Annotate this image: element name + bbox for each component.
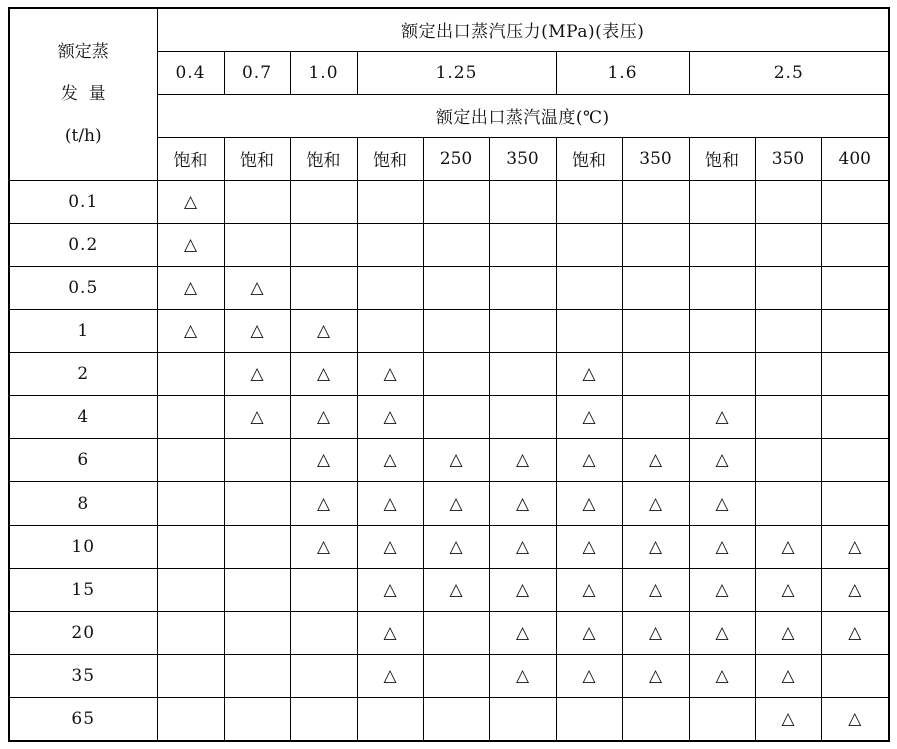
triangle-mark-icon: △ [357, 482, 423, 525]
capacity-cell: 0.2 [9, 223, 157, 266]
empty-cell [755, 309, 821, 352]
empty-cell [423, 698, 489, 741]
empty-cell [224, 439, 290, 482]
temperature-cell: 400 [821, 137, 889, 180]
empty-cell [556, 266, 622, 309]
table-row [9, 655, 889, 698]
empty-cell [224, 482, 290, 525]
capacity-cell: 2 [9, 353, 157, 396]
temperature-cell: 350 [622, 137, 689, 180]
empty-cell [423, 611, 489, 654]
pressure-cell: 0.4 [157, 51, 224, 94]
empty-cell [224, 655, 290, 698]
triangle-mark-icon: △ [423, 568, 489, 611]
triangle-mark-icon: △ [689, 655, 755, 698]
empty-cell [755, 223, 821, 266]
empty-cell [689, 180, 755, 223]
table-header [9, 8, 889, 180]
empty-cell [489, 698, 556, 741]
triangle-mark-icon: △ [622, 482, 689, 525]
triangle-mark-icon: △ [224, 396, 290, 439]
empty-cell [821, 439, 889, 482]
table-body [9, 180, 889, 741]
capacity-cell: 35 [9, 655, 157, 698]
empty-cell [423, 266, 489, 309]
empty-cell [423, 223, 489, 266]
table-row [9, 309, 889, 352]
empty-cell [489, 180, 556, 223]
table-row [9, 180, 889, 223]
empty-cell [622, 180, 689, 223]
empty-cell [556, 698, 622, 741]
empty-cell [224, 525, 290, 568]
triangle-mark-icon: △ [489, 655, 556, 698]
empty-cell [622, 266, 689, 309]
empty-cell [157, 396, 224, 439]
empty-cell [423, 309, 489, 352]
empty-cell [357, 309, 423, 352]
temperature-cell: 饱和 [157, 137, 224, 180]
triangle-mark-icon: △ [157, 266, 224, 309]
empty-cell [689, 223, 755, 266]
triangle-mark-icon: △ [489, 568, 556, 611]
table-row [9, 353, 889, 396]
capacity-cell: 8 [9, 482, 157, 525]
empty-cell [224, 568, 290, 611]
empty-cell [821, 309, 889, 352]
table-row [9, 439, 889, 482]
triangle-mark-icon: △ [357, 568, 423, 611]
pressure-header: 额定出口蒸汽压力(MPa)(表压) [157, 8, 889, 51]
temperature-cell: 饱和 [357, 137, 423, 180]
empty-cell [821, 180, 889, 223]
empty-cell [157, 568, 224, 611]
temperature-cell: 饱和 [290, 137, 357, 180]
temperature-cell: 350 [755, 137, 821, 180]
pressure-cell: 2.5 [689, 51, 889, 94]
empty-cell [290, 698, 357, 741]
temperature-cell: 饱和 [556, 137, 622, 180]
empty-cell [290, 655, 357, 698]
triangle-mark-icon: △ [290, 482, 357, 525]
empty-cell [689, 266, 755, 309]
triangle-mark-icon: △ [556, 568, 622, 611]
empty-cell [755, 482, 821, 525]
triangle-mark-icon: △ [489, 525, 556, 568]
triangle-mark-icon: △ [622, 568, 689, 611]
empty-cell [423, 396, 489, 439]
triangle-mark-icon: △ [357, 655, 423, 698]
empty-cell [622, 353, 689, 396]
empty-cell [224, 698, 290, 741]
empty-cell [689, 309, 755, 352]
table-row [9, 482, 889, 525]
capacity-header [9, 8, 157, 180]
empty-cell [157, 353, 224, 396]
capacity-cell: 0.5 [9, 266, 157, 309]
triangle-mark-icon: △ [224, 353, 290, 396]
capacity-cell: 0.1 [9, 180, 157, 223]
triangle-mark-icon: △ [556, 353, 622, 396]
triangle-mark-icon: △ [357, 353, 423, 396]
triangle-mark-icon: △ [357, 396, 423, 439]
pressure-cell: 0.7 [224, 51, 290, 94]
triangle-mark-icon: △ [821, 698, 889, 741]
triangle-mark-icon: △ [689, 439, 755, 482]
triangle-mark-icon: △ [290, 353, 357, 396]
triangle-mark-icon: △ [290, 525, 357, 568]
empty-cell [821, 266, 889, 309]
triangle-mark-icon: △ [290, 396, 357, 439]
empty-cell [157, 655, 224, 698]
capacity-cell: 20 [9, 611, 157, 654]
boiler-parameter-table [8, 7, 890, 742]
triangle-mark-icon: △ [755, 568, 821, 611]
triangle-mark-icon: △ [622, 611, 689, 654]
empty-cell [489, 266, 556, 309]
triangle-mark-icon: △ [755, 655, 821, 698]
triangle-mark-icon: △ [622, 655, 689, 698]
table-row [9, 525, 889, 568]
triangle-mark-icon: △ [622, 525, 689, 568]
triangle-mark-icon: △ [290, 439, 357, 482]
triangle-mark-icon: △ [157, 180, 224, 223]
triangle-mark-icon: △ [489, 611, 556, 654]
empty-cell [357, 266, 423, 309]
capacity-cell: 6 [9, 439, 157, 482]
triangle-mark-icon: △ [423, 525, 489, 568]
triangle-mark-icon: △ [622, 439, 689, 482]
empty-cell [622, 223, 689, 266]
empty-cell [556, 223, 622, 266]
triangle-mark-icon: △ [821, 525, 889, 568]
pressure-cell: 1.25 [357, 51, 556, 94]
empty-cell [489, 223, 556, 266]
empty-cell [157, 525, 224, 568]
empty-cell [290, 223, 357, 266]
triangle-mark-icon: △ [556, 525, 622, 568]
empty-cell [755, 180, 821, 223]
temperature-cell: 250 [423, 137, 489, 180]
empty-cell [755, 353, 821, 396]
empty-cell [489, 396, 556, 439]
triangle-mark-icon: △ [489, 439, 556, 482]
table-row [9, 223, 889, 266]
triangle-mark-icon: △ [755, 611, 821, 654]
empty-cell [821, 655, 889, 698]
empty-cell [157, 482, 224, 525]
empty-cell [423, 353, 489, 396]
empty-cell [157, 439, 224, 482]
triangle-mark-icon: △ [689, 482, 755, 525]
triangle-mark-icon: △ [755, 698, 821, 741]
empty-cell [622, 309, 689, 352]
triangle-mark-icon: △ [357, 525, 423, 568]
triangle-mark-icon: △ [755, 525, 821, 568]
triangle-mark-icon: △ [689, 611, 755, 654]
table-row [9, 568, 889, 611]
empty-cell [290, 266, 357, 309]
triangle-mark-icon: △ [821, 568, 889, 611]
triangle-mark-icon: △ [556, 611, 622, 654]
temperature-header: 额定出口蒸汽温度(℃) [157, 94, 889, 137]
triangle-mark-icon: △ [489, 482, 556, 525]
empty-cell [755, 439, 821, 482]
temperature-cell: 饱和 [224, 137, 290, 180]
triangle-mark-icon: △ [821, 611, 889, 654]
empty-cell [755, 266, 821, 309]
capacity-header-line2: 发 量 [60, 84, 106, 105]
empty-cell [423, 180, 489, 223]
empty-cell [556, 309, 622, 352]
table-row [9, 396, 889, 439]
empty-cell [423, 655, 489, 698]
triangle-mark-icon: △ [157, 309, 224, 352]
pressure-cell: 1.6 [556, 51, 689, 94]
empty-cell [357, 698, 423, 741]
triangle-mark-icon: △ [689, 396, 755, 439]
empty-cell [821, 482, 889, 525]
empty-cell [224, 180, 290, 223]
triangle-mark-icon: △ [157, 223, 224, 266]
empty-cell [556, 180, 622, 223]
triangle-mark-icon: △ [357, 439, 423, 482]
capacity-cell: 1 [9, 309, 157, 352]
capacity-cell: 15 [9, 568, 157, 611]
capacity-cell: 10 [9, 525, 157, 568]
empty-cell [821, 353, 889, 396]
triangle-mark-icon: △ [556, 482, 622, 525]
triangle-mark-icon: △ [556, 439, 622, 482]
empty-cell [821, 396, 889, 439]
empty-cell [290, 611, 357, 654]
empty-cell [622, 396, 689, 439]
empty-cell [489, 353, 556, 396]
triangle-mark-icon: △ [423, 482, 489, 525]
empty-cell [224, 223, 290, 266]
empty-cell [689, 698, 755, 741]
temperature-cell: 350 [489, 137, 556, 180]
triangle-mark-icon: △ [556, 396, 622, 439]
capacity-header-unit: (t/h) [64, 126, 102, 147]
empty-cell [689, 353, 755, 396]
triangle-mark-icon: △ [290, 309, 357, 352]
capacity-header-line1: 额定蒸 [57, 42, 109, 63]
empty-cell [157, 698, 224, 741]
empty-cell [489, 309, 556, 352]
empty-cell [755, 396, 821, 439]
triangle-mark-icon: △ [689, 525, 755, 568]
empty-cell [821, 223, 889, 266]
triangle-mark-icon: △ [556, 655, 622, 698]
empty-cell [290, 180, 357, 223]
table-row [9, 611, 889, 654]
capacity-cell: 65 [9, 698, 157, 741]
empty-cell [357, 223, 423, 266]
temperature-cell: 饱和 [689, 137, 755, 180]
empty-cell [622, 698, 689, 741]
empty-cell [224, 611, 290, 654]
empty-cell [157, 611, 224, 654]
triangle-mark-icon: △ [224, 266, 290, 309]
triangle-mark-icon: △ [224, 309, 290, 352]
capacity-cell: 4 [9, 396, 157, 439]
table-row [9, 266, 889, 309]
triangle-mark-icon: △ [689, 568, 755, 611]
triangle-mark-icon: △ [423, 439, 489, 482]
empty-cell [290, 568, 357, 611]
pressure-cell: 1.0 [290, 51, 357, 94]
table-row [9, 698, 889, 741]
triangle-mark-icon: △ [357, 611, 423, 654]
empty-cell [357, 180, 423, 223]
